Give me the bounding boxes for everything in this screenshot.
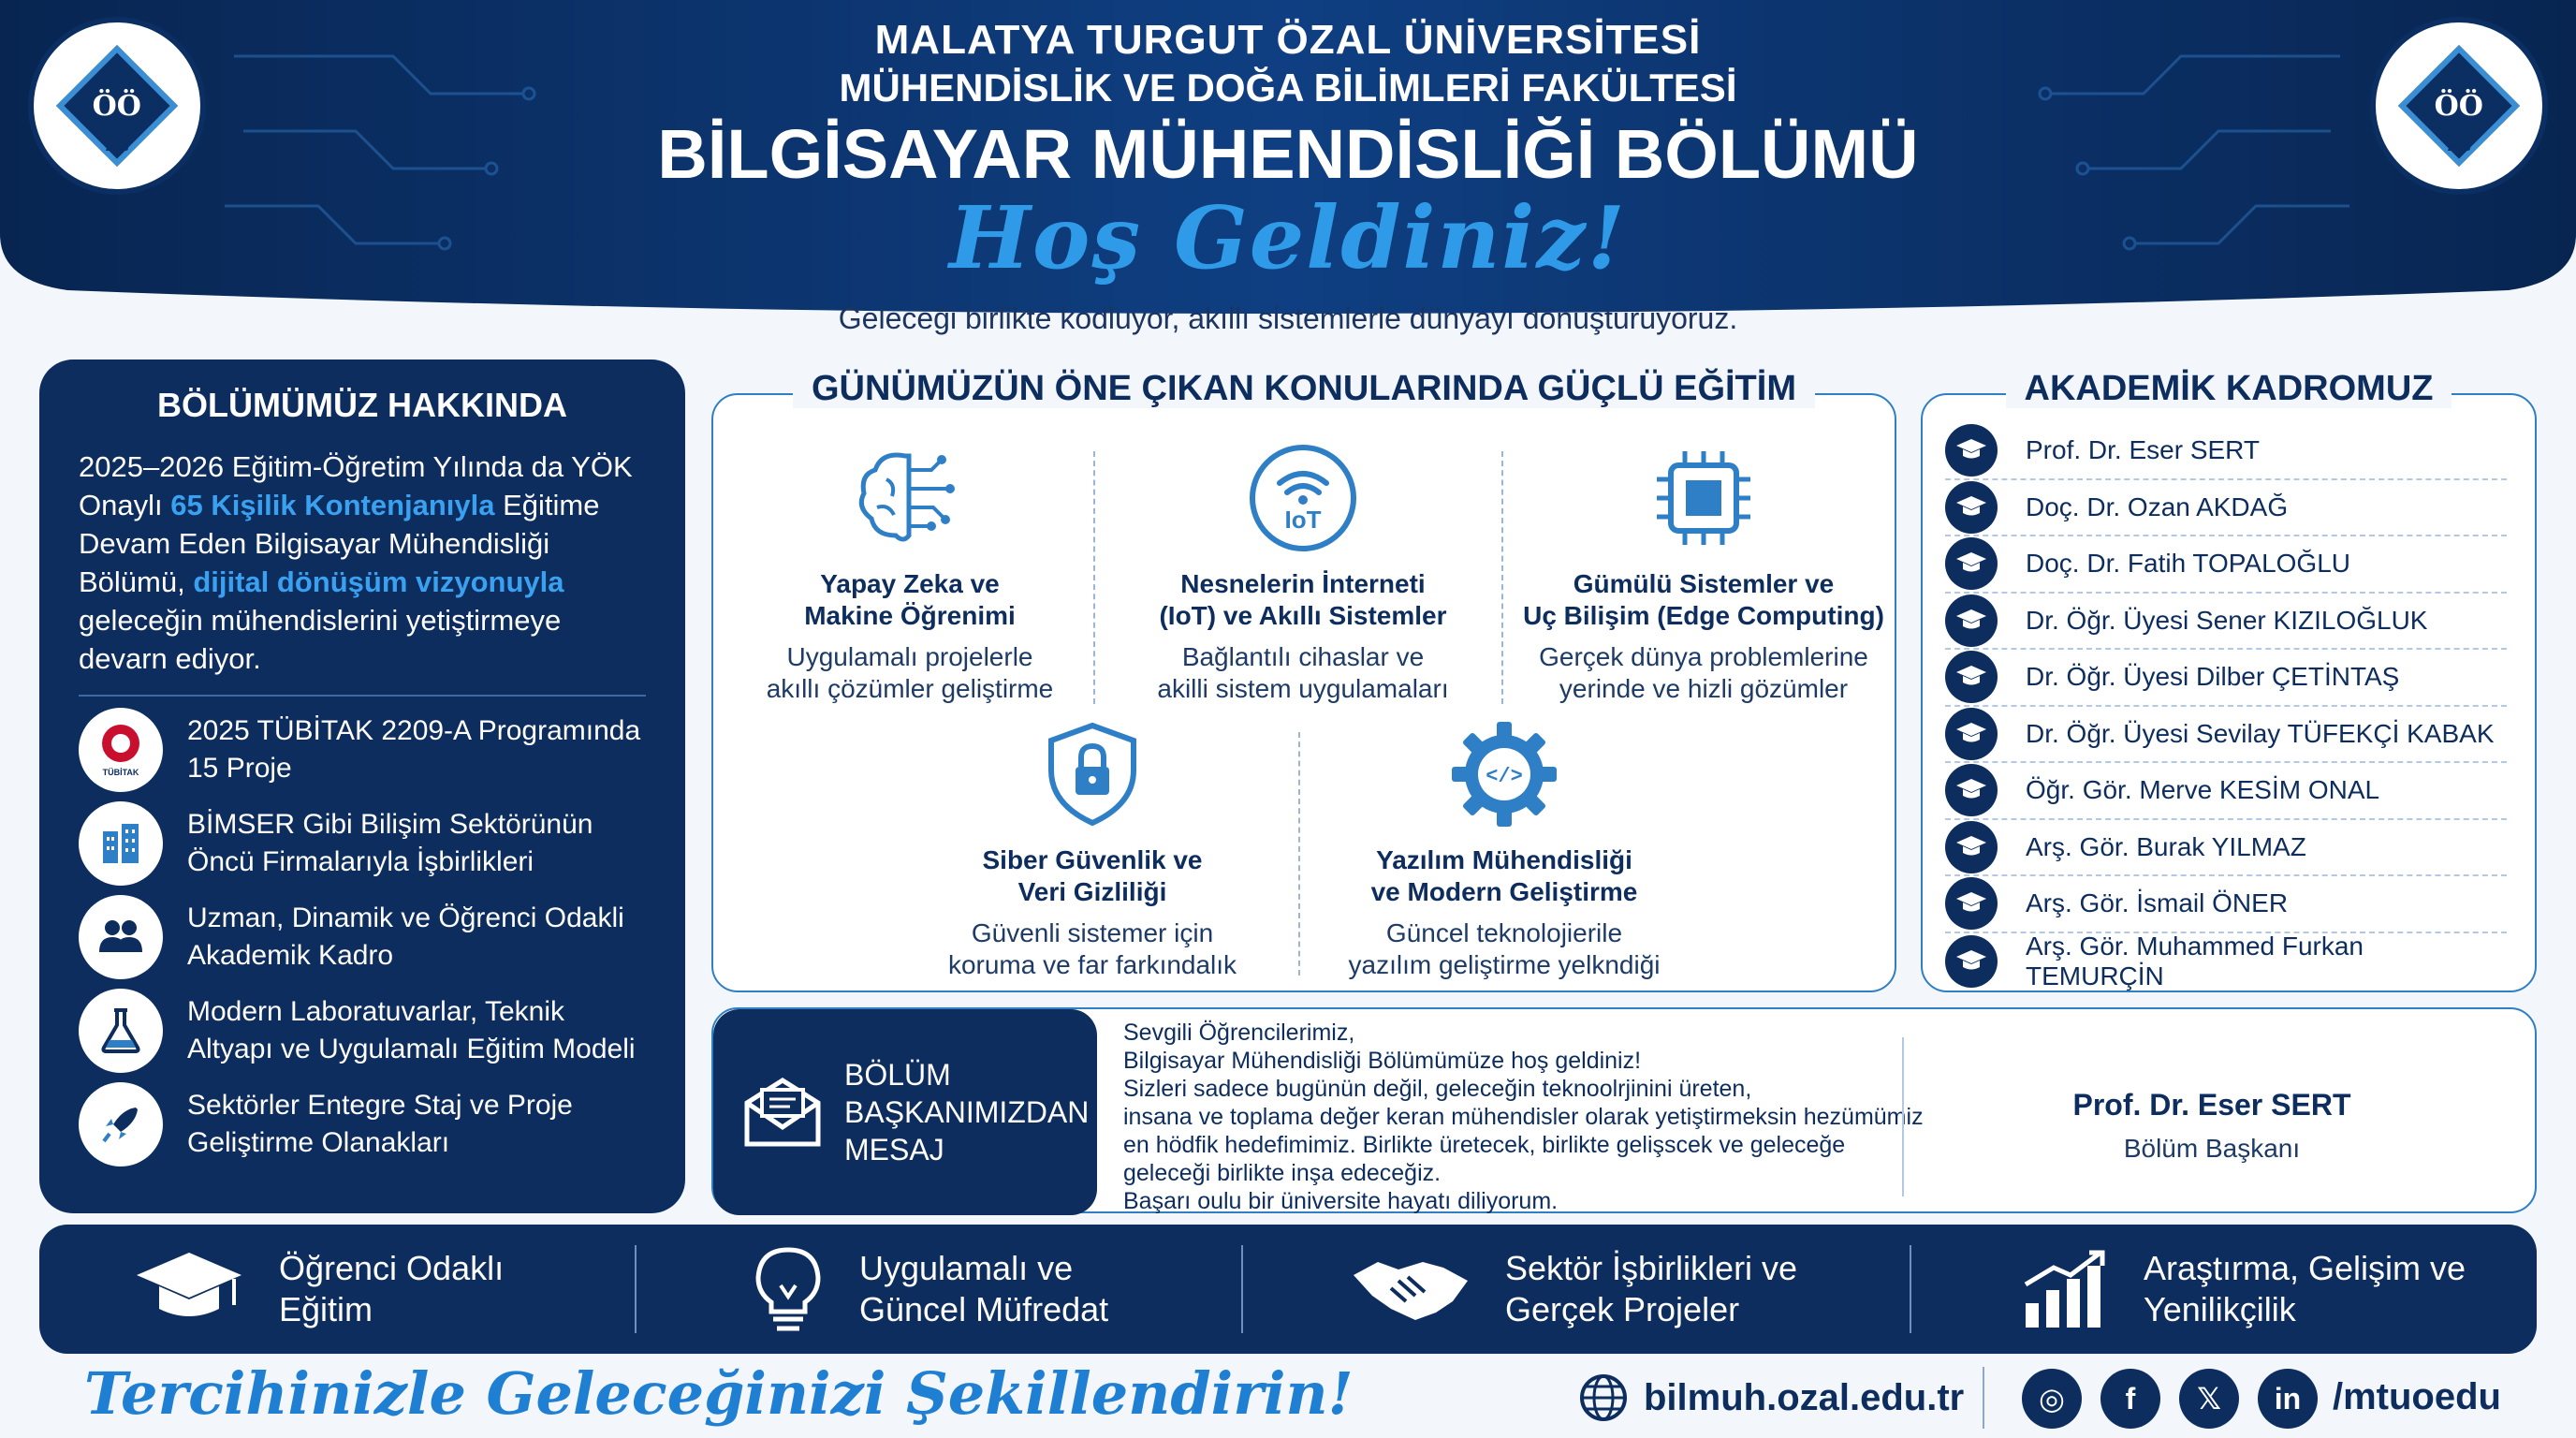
graduation-cap-icon [1945, 821, 1998, 873]
faculty-member [1945, 933, 2507, 990]
topic-divider [1298, 732, 1300, 976]
about-feature: Uzman, Dinamik ve Öğrenci Odakli Akademik Kadro [79, 895, 646, 979]
faculty-member [1945, 650, 2507, 707]
graduation-cap-icon [1945, 877, 1998, 930]
topic-title: Yazılım Mühendisliği ve Modern Geliştirme [1370, 845, 1638, 906]
highlight-item: Öğrenci Odaklı Eğitim [133, 1225, 504, 1354]
topic-desc: Güncel teknolojierile yazılım geliştirme yelkndiği [1348, 918, 1661, 979]
topic-title: Nesnelerin İnterneti (IoT) ve Akıllı Sistemler [1159, 569, 1447, 630]
building-icon [79, 801, 163, 886]
iot-icon [1242, 442, 1364, 554]
svg-text:IoT: IoT [1284, 506, 1322, 534]
graduation-cap-icon [1945, 651, 1998, 703]
graduation-cap-icon [1945, 594, 1998, 647]
rocket-icon [79, 1082, 163, 1167]
department-name: BİLGİSAYAR MÜHENDİSLİĞİ BÖLÜMÜ [657, 115, 1919, 193]
topic-iot [1116, 442, 1490, 705]
highlights-bar [39, 1225, 2537, 1354]
topic-title: Gümülü Sistemler ve Uç Bilişim (Edge Computing) [1523, 569, 1884, 630]
message-line: Başarı oulu bir üniversite hayatı diliyorum. [1123, 1188, 1559, 1214]
graduation-cap-icon [1945, 481, 1998, 534]
message-line: geleceği birlikte inşa edeceğiz. [1123, 1160, 1442, 1186]
university-name: MALATYA TURGUT ÖZAL ÜNİVERSİTESİ [874, 17, 1702, 63]
topic-ai [723, 442, 1097, 705]
about-feature: TÜBİTAK 2025 TÜBİTAK 2209-A Programında 15 Proje [79, 708, 646, 792]
topic-desc: Bağlantılı cihaslar ve akilli sistem uygulamaları [1157, 642, 1449, 703]
graduation-cap-icon [1945, 424, 1998, 477]
linkedin-icon[interactable]: in [2258, 1369, 2318, 1429]
faculty-member [1945, 820, 2507, 877]
instagram-icon[interactable]: ◎ [2022, 1369, 2082, 1429]
faculty-member [1945, 763, 2507, 820]
gear-code-icon [1448, 718, 1560, 830]
brain-circuit-icon [849, 442, 971, 554]
faculty-member-name: Dr. Öğr. Üyesi Sevilay TÜFEKÇİ KABAK [2026, 718, 2495, 748]
website-link[interactable]: bilmuh.ozal.edu.tr [1578, 1372, 1964, 1423]
graduation-cap-icon [133, 1247, 245, 1331]
handshake-icon [1350, 1247, 1471, 1331]
topic-security [900, 718, 1284, 981]
topic-divider [1501, 451, 1503, 704]
faculty-member-name: Dr. Öğr. Üyesi Dilber ÇETİNTAŞ [2026, 662, 2400, 692]
graduation-cap-icon [1945, 935, 1998, 988]
about-paragraph: 2025–2026 Eğitim-Öğretim Yılında da YÖK Onaylı 65 Kişilik Kontenjanıyla Eğitime Devam Eden Bilgisayar Mühendisliği Bölümü, dijital dönüşüm vizyonuyla geleceğin mühendislerini yetiştirmeye devarn ediyor. [79, 450, 633, 675]
graduation-cap-icon [1945, 764, 1998, 816]
faculty-member [1945, 480, 2507, 537]
about-divider [79, 695, 646, 697]
chair-message-box [711, 1007, 2537, 1213]
signer-role: Bölüm Başkanı [2123, 1134, 2301, 1163]
social-handle[interactable]: /mtuoedu [2333, 1376, 2501, 1417]
university-logo-right: ÖÖ 2018 [2370, 17, 2548, 195]
about-panel [39, 360, 685, 1213]
highlight-item: Uygulamalı ve Güncel Müfredat [751, 1225, 1108, 1354]
svg-text:</>: </> [1486, 765, 1523, 788]
faculty-member [1945, 423, 2507, 480]
chair-signature [1902, 1037, 2520, 1196]
svg-text:TÜBİTAK: TÜBİTAK [102, 768, 139, 777]
faculty-member [1945, 876, 2507, 933]
topic-desc: Gerçek dünya problemlerine yerinde ve hizli gözümler [1539, 642, 1868, 703]
topic-title: Siber Güvenlik ve Veri Gizliliği [982, 845, 1203, 906]
topic-software [1312, 718, 1696, 981]
people-icon [79, 895, 163, 979]
flask-icon [79, 989, 163, 1073]
tubitak-icon [79, 708, 163, 792]
globe-icon [1578, 1372, 1629, 1423]
chair-message-label: BÖLÜM BAŞKANIMIZDAN MESAJ [713, 1009, 1097, 1215]
topic-desc: Uygulamalı projelerle akıllı çözümler geliştirme [766, 642, 1054, 703]
topic-embedded [1515, 442, 1893, 705]
message-line: Sizleri sadece bugünün değil, geleceğin teknoolrjinini üreten, [1123, 1076, 1752, 1102]
envelope-icon [741, 1075, 824, 1150]
message-line: insana ve toplama değer keran mühendisler olarak yetiştirmeksin hezümümiz [1123, 1104, 1924, 1130]
university-logo-left: ÖÖ 2018 [28, 17, 206, 195]
faculty-member-name: Öğr. Gör. Merve KESİM ONAL [2026, 775, 2380, 805]
faculty-member-name: Dr. Öğr. Üyesi Sener KIZILOĞLUK [2026, 605, 2428, 635]
faculty-title: AKADEMİK KADROMUZ [2006, 369, 2452, 408]
faculty-member [1945, 707, 2507, 764]
topic-desc: Güvenli sistemer için koruma ve far farkındalık [947, 918, 1237, 979]
faculty-panel [1921, 369, 2537, 992]
topic-title: Yapay Zeka ve Makine Öğrenimi [804, 569, 1016, 630]
message-line: Bilgisayar Mühendisliği Bölümümüze hoş geldiniz! [1123, 1048, 1642, 1074]
topics-panel [711, 369, 1896, 992]
about-title: BÖLÜMÜMÜZ HAKKINDA [157, 386, 567, 424]
facebook-icon[interactable]: f [2100, 1369, 2160, 1429]
x-icon[interactable]: 𝕏 [2179, 1369, 2239, 1429]
growth-chart-icon [2020, 1247, 2110, 1331]
chair-message-text [1123, 1019, 1947, 1215]
faculty-member-name: Arş. Gör. İsmail ÖNER [2026, 888, 2289, 918]
graduation-cap-icon [1945, 537, 1998, 590]
faculty-name: MÜHENDİSLİK VE DOĞA BİLİMLERİ FAKÜLTESİ [839, 66, 1737, 110]
faculty-member-name: Prof. Dr. Eser SERT [2026, 435, 2260, 465]
faculty-member-name: Arş. Gör. Muhammed Furkan TEMURÇİN [2026, 931, 2364, 990]
faculty-member-name: Arş. Gör. Burak YILMAZ [2026, 831, 2306, 861]
shield-lock-icon [1036, 718, 1149, 830]
graduation-cap-icon [1945, 708, 1998, 760]
footer-slogan: Tercihinizle Geleceğinizi Şekillendirin! [84, 1359, 1354, 1428]
faculty-member-name: Doç. Dr. Ozan AKDAĞ [2026, 492, 2289, 521]
message-line: Sevgili Öğrencilerimiz, [1123, 1020, 1355, 1046]
about-feature: Modern Laboratuvarlar, Teknik Altyapı ve Uygulamalı Eğitim Modeli [79, 989, 646, 1073]
highlight-item: Araştırma, Gelişim ve Yenilikçilik [2020, 1225, 2466, 1354]
chip-icon [1643, 442, 1764, 554]
welcome-heading: Hoş Geldiniz! [949, 187, 1627, 288]
highlight-item: Sektör İşbirlikleri ve Gerçek Projeler [1350, 1225, 1797, 1354]
lightbulb-icon [751, 1244, 826, 1334]
faculty-member [1945, 536, 2507, 594]
signer-name: Prof. Dr. Eser SERT [2072, 1088, 2351, 1122]
message-line: en hödfik hedefimimiz. Birlikte üretecek, birlikte gelişscek ve geleceğe [1123, 1132, 1846, 1158]
topics-title: GÜNÜMÜZÜN ÖNE ÇIKAN KONULARINDA GÜÇLÜ EĞİTİM [793, 369, 1815, 408]
about-feature: BİMSER Gibi Bilişim Sektörünün Öncü Firmalarıyla İşbirlikleri [79, 801, 646, 886]
about-feature: Sektörler Entegre Staj ve Proje Geliştirme Olanakları [79, 1082, 646, 1167]
faculty-member [1945, 594, 2507, 651]
faculty-member-name: Doç. Dr. Fatih TOPALOĞLU [2026, 549, 2351, 579]
header-slogan: Geleceği birlikte kodluyor, akıllı sistemlerle dünyayı dönüştürüyoruz. [838, 301, 1738, 335]
